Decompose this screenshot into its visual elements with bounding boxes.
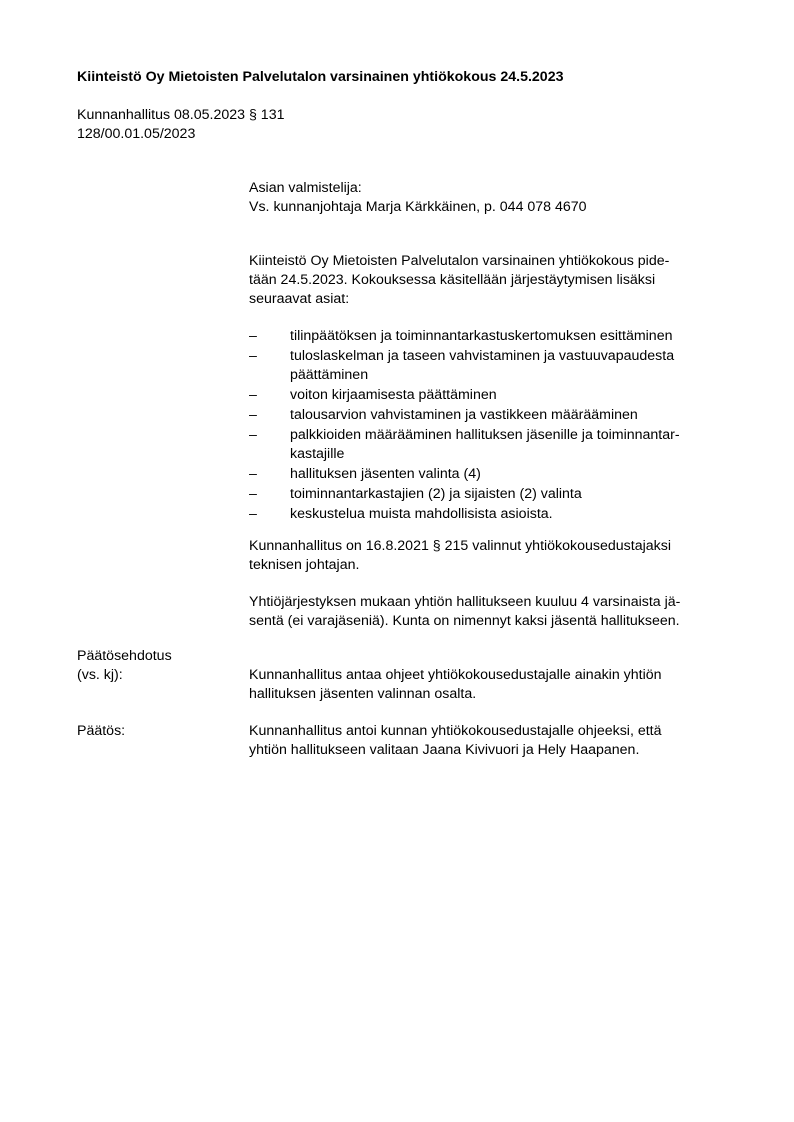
dash-bullet: – — [249, 506, 257, 522]
dash-bullet: – — [249, 348, 257, 364]
preparer-label: Asian valmistelija: — [249, 180, 362, 196]
agenda-item — [249, 327, 743, 346]
dash-bullet: – — [249, 466, 257, 482]
decision-text — [249, 722, 743, 760]
intro-line: tään 24.5.2023. Kokouksessa käsitellään järjestäytymisen lisäksi — [249, 272, 656, 288]
articles-paragraph — [249, 593, 743, 631]
agenda-item-text-cont: kastajille — [290, 446, 345, 462]
case-number: 128/00.01.05/2023 — [77, 126, 196, 142]
proposal-label — [77, 647, 172, 685]
intro-line: Kiinteistö Oy Mietoisten Palvelutalon varsinainen yhtiökokous pide- — [249, 253, 670, 269]
agenda-item-text: voiton kirjaamisesta päättäminen — [290, 387, 497, 403]
dash-bullet: – — [249, 407, 257, 423]
preparer-block — [249, 179, 743, 217]
proposal-label-line: (vs. kj): — [77, 667, 123, 683]
agenda-item — [249, 347, 743, 385]
agenda-list — [249, 327, 743, 525]
decision-line: yhtiön hallitukseen valitaan Jaana Kivivuori ja Hely Haapanen. — [249, 742, 640, 758]
proposal-line: Kunnanhallitus antaa ohjeet yhtiökokousedustajalle ainakin yhtiön — [249, 667, 662, 683]
agenda-item — [249, 465, 743, 484]
agenda-item-text: keskustelua muista mahdollisista asioista. — [290, 506, 553, 522]
agenda-item-text-cont: päättäminen — [290, 367, 369, 383]
agenda-item — [249, 406, 743, 425]
agenda-item — [249, 485, 743, 504]
meeting-reference — [77, 106, 284, 144]
paragraph-line: teknisen johtajan. — [249, 557, 360, 573]
agenda-item-text: hallituksen jäsenten valinta (4) — [290, 466, 481, 482]
agenda-item-text: tilinpäätöksen ja toiminnantarkastuskertomuksen esittäminen — [290, 328, 673, 344]
meeting-reference-line: Kunnanhallitus 08.05.2023 § 131 — [77, 107, 285, 123]
agenda-item — [249, 426, 743, 464]
agenda-item-text: palkkioiden määrääminen hallituksen jäsenille ja toiminnantar- — [290, 427, 680, 443]
decision-line: Kunnanhallitus antoi kunnan yhtiökokousedustajalle ohjeeksi, että — [249, 723, 662, 739]
decision-label: Päätös: — [77, 723, 126, 739]
proposal-text — [249, 666, 743, 704]
dash-bullet: – — [249, 387, 257, 403]
paragraph-line: Kunnanhallitus on 16.8.2021 § 215 valinnut yhtiökokousedustajaksi — [249, 538, 671, 554]
preparer-name: Vs. kunnanjohtaja Marja Kärkkäinen, p. 044 078 4670 — [249, 199, 587, 215]
dash-bullet: – — [249, 328, 257, 344]
intro-paragraph — [249, 252, 743, 309]
representative-paragraph — [249, 537, 743, 575]
proposal-label-line: Päätösehdotus — [77, 648, 172, 664]
paragraph-line: Yhtiöjärjestyksen mukaan yhtiön hallitukseen kuuluu 4 varsinaista jä- — [249, 594, 681, 610]
intro-line: seuraavat asiat: — [249, 291, 350, 307]
proposal-line: hallituksen jäsenten valinnan osalta. — [249, 686, 477, 702]
agenda-item-text: tuloslaskelman ja taseen vahvistaminen ja vastuuvapaudesta — [290, 348, 675, 364]
agenda-item — [249, 505, 743, 524]
agenda-item-text: toiminnantarkastajien (2) ja sijaisten (2) valinta — [290, 486, 582, 502]
agenda-item — [249, 386, 743, 405]
paragraph-line: sentä (ei varajäseniä). Kunta on nimennyt kaksi jäsentä hallitukseen. — [249, 613, 680, 629]
dash-bullet: – — [249, 427, 257, 443]
dash-bullet: – — [249, 486, 257, 502]
agenda-item-text: talousarvion vahvistaminen ja vastikkeen määrääminen — [290, 407, 638, 423]
document-title: Kiinteistö Oy Mietoisten Palvelutalon varsinainen yhtiökokous 24.5.2023 — [77, 69, 564, 85]
